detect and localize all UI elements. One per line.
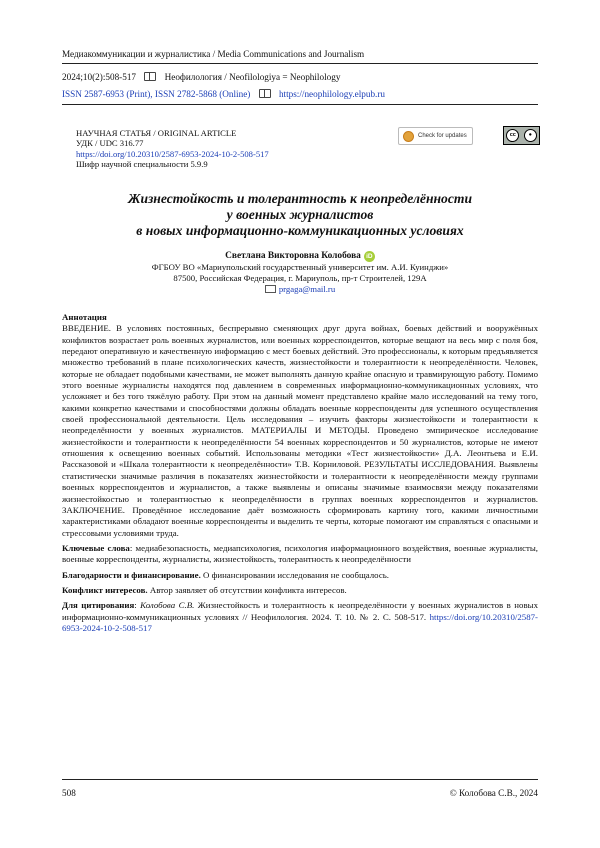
article-meta xyxy=(76,128,269,170)
check-for-updates-badge[interactable] xyxy=(398,127,473,145)
book-icon xyxy=(259,89,271,98)
check-updates-label: Check for updates xyxy=(418,133,467,139)
doi-link[interactable]: https://doi.org/10.20310/2587-6953-2024-10-2-508-517 xyxy=(76,148,269,159)
header-rule-2 xyxy=(62,104,538,105)
author-name: Светлана Викторовна Колобова xyxy=(225,251,361,261)
issn-text: ISSN 2587-6953 (Print), ISSN 2782-5868 (Online) xyxy=(62,89,251,99)
funding-text: О финансировании исследования не сообщалось. xyxy=(200,569,389,580)
article-title xyxy=(62,191,538,239)
keywords-label: Ключевые слова xyxy=(62,542,130,553)
email-link[interactable]: prgaga@mail.ru xyxy=(278,284,336,294)
udk: УДК / UDC 316.77 xyxy=(76,138,144,149)
by-icon: ● xyxy=(524,129,537,142)
journal-running-title: Медиакоммуникации и журналистика / Media Communications and Journalism xyxy=(62,49,365,59)
funding xyxy=(62,570,538,581)
issn-line xyxy=(62,89,385,99)
article-type: НАУЧНАЯ СТАТЬЯ / ORIGINAL ARTICLE xyxy=(76,128,237,138)
envelope-icon xyxy=(265,285,276,293)
page-number: 508 xyxy=(62,788,76,798)
title-line: у военных журналистов xyxy=(226,207,374,222)
keywords-text: : медиабезопасность, медиапсихология, психология информационного воздействия, военные журналисты, военные корреспонденты, журналисты, жизнестойкость, толерантность к неопределённости xyxy=(62,542,539,565)
conflict-of-interest xyxy=(62,585,538,596)
cite-doi-link[interactable]: https://doi.org/10.20310/2587-6953-2024-10-2-508-517 xyxy=(62,611,538,633)
citation-line: 2024;10(2):508-517 xyxy=(62,72,137,82)
journal-site-link[interactable]: https://neophilology.elpub.ru xyxy=(278,89,386,99)
abstract-section xyxy=(62,312,538,634)
orcid-icon[interactable]: iD xyxy=(364,251,375,262)
address: 87500, Российская Федерация, г. Мариуполь, пр-т Строителей, 129А xyxy=(173,273,427,283)
conflict-label: Конфликт интересов. xyxy=(62,584,148,595)
book-icon xyxy=(144,72,156,81)
copyright: © Колобова С.В., 2024 xyxy=(449,788,538,798)
conflict-text: Автор заявляет об отсутствии конфликта интересов. xyxy=(147,584,347,595)
affiliation: ФГБОУ ВО «Мариупольский государственный университет им. А.И. Куинджи» xyxy=(151,262,449,272)
cc-icon: cc xyxy=(506,129,519,142)
cite-label: Для цитирования xyxy=(62,600,135,611)
cite-text: Жизнестойкость и толерантность к неопределённости у военных журналистов в новых информационно-коммуникационных условиях // Неофилология. 2024. Т. 10. № 2. С. 508-517. xyxy=(62,600,538,622)
specialty-code: Шифр научной специальности 5.9.9 xyxy=(76,159,208,170)
header-rule xyxy=(62,63,538,64)
title-line: Жизнестойкость и толерантность к неопределённости xyxy=(127,191,473,206)
title-line: в новых информационно-коммуникационных условиях xyxy=(136,223,464,238)
issue-line xyxy=(62,72,340,82)
abstract-heading: Аннотация xyxy=(62,312,107,322)
footer-rule xyxy=(62,779,538,780)
cite-colon: : xyxy=(134,600,141,611)
cite-author: Колобова С.В. xyxy=(140,600,195,611)
crossmark-icon xyxy=(403,131,414,142)
citation xyxy=(62,600,538,634)
cc-license-badge[interactable] xyxy=(503,126,540,145)
author-block xyxy=(62,251,538,295)
abstract-text: ВВЕДЕНИЕ. В условиях постоянных, беспрерывно сменяющих друг друга войнах, боевых действий и вооружённых конфликтов возрастает роль военных журналистов, или военных корреспондентов, которые вещают на весь мир с поля боя, передают оперативную и качественную информацию с мест боевых действий. Это профессионалы, к которым предъявляется множество требований в плане психологических качеств, жизнестойкости и толерантности к неопределённости. Человек, которые не обладает подобными качествами, не может выполнять данную крайне опасную и травмирующую работу. Помимо этого военные журналисты находятся под давлением в современных информационно-коммуникационных условиях, что усложняет и без того тяжёлую работу. При этом на данный момент представлено крайне мало исследований на тему того, какими конкретно качествами и способностями должны обладать военные корреспонденты для успешного осуществления своей профессиональной деятельности. Цель исследования – изучить факторы жизнестойкости и толерантности к неопределённости у военных журналистов. МАТЕРИАЛЫ И МЕТОДЫ. Проведено эмпирическое исследование жизнестойкости и толерантности к неопределённости 54 военных корреспондентов и 50 журналистов, которые не имеют отношения к освещению военных событий. Использованы методики «Тест жизнестойкости» Д.А. Леонтьева и Е.И. Рассказовой и «Шкала толерантности к неопределённости» Т.В. Корниловой. РЕЗУЛЬТАТЫ ИССЛЕДОВАНИЯ. Выявлены статистически значимые различия в показателях жизнестойкости и толерантности к неопределённости между группами военных корреспондентов и журналистов, а также выявлены и описаны значимые взаимосвязи между показателями жизнестойкостью и толерантностью к неопределённости в группах военных корреспондентов и журналистов. ЗАКЛЮЧЕНИЕ. Проведённое исследование даёт возможность сформировать картину того, какими личностными характеристиками обладают военные корреспонденты и выделить те черты, которые помогают им справляться с опасными и стрессовыми условиями труда. xyxy=(62,323,538,538)
section-name: Неофилология / Neofilologiya = Neophilology xyxy=(164,72,341,82)
keywords xyxy=(62,543,538,566)
funding-label: Благодарности и финансирование. xyxy=(62,569,201,580)
